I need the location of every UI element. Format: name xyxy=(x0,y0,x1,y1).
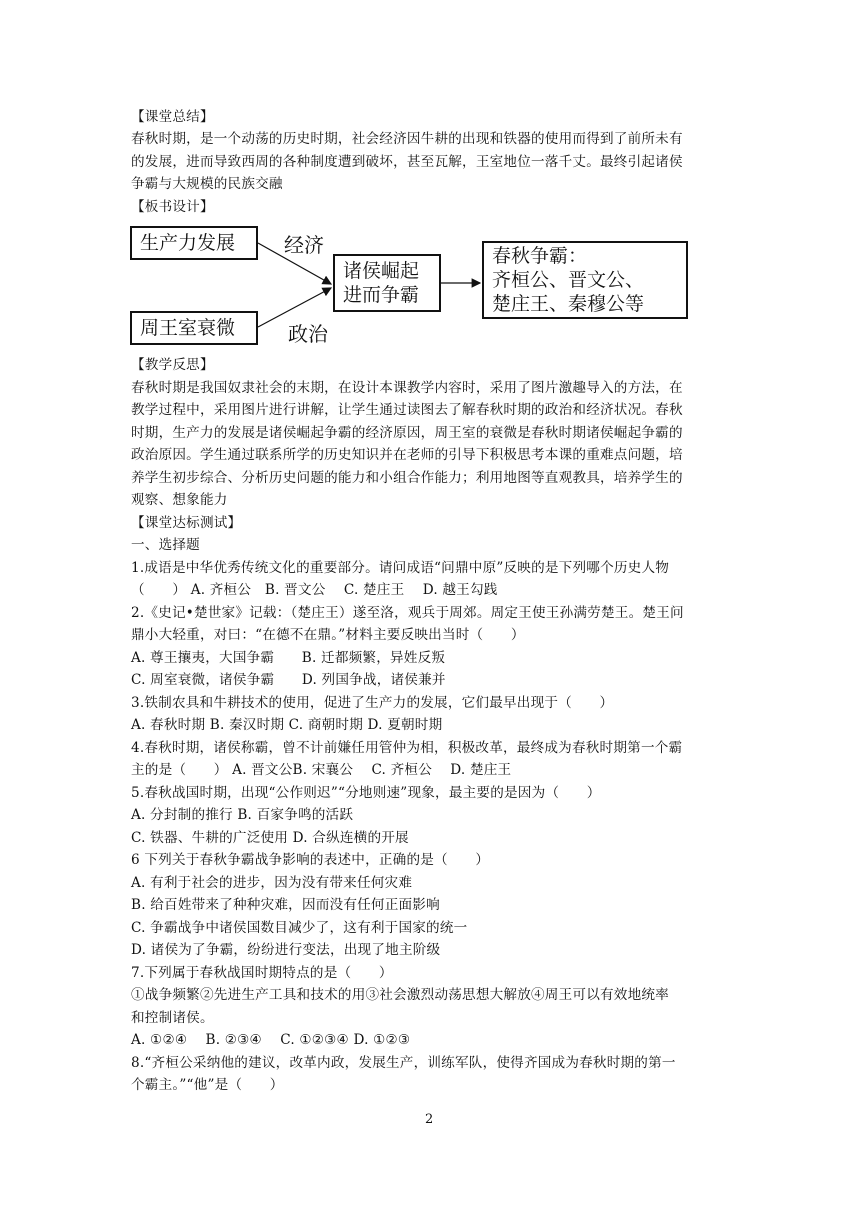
question-line: 鼎小大轻重，对曰：“在德不在鼎。”材料主要反映出当时（ ） xyxy=(131,627,525,643)
question-line: 主的是（ ） A. 晋文公B. 宋襄公 C. 齐桓公 D. 楚庄王 xyxy=(131,762,512,778)
test-heading: 【课堂达标测试】 xyxy=(131,515,242,531)
page-number: 2 xyxy=(425,1112,434,1127)
question-line: 6 下列关于春秋争霸战争影响的表述中，正确的是（ ） xyxy=(131,852,490,868)
question-line: 7.下列属于春秋战国时期特点的是（ ） xyxy=(131,965,393,981)
reflection-line: 政治原因。学生通过联系所学的历史知识并在老师的引导下积极思考本课的重难点问题，培 xyxy=(131,447,683,463)
question-line: 1.成语是中华优秀传统文化的重要部分。请问成语“问鼎中原”反映的是下列哪个历史人物 xyxy=(131,560,670,576)
economy-label: 经济 xyxy=(284,233,324,257)
question-line: 4.春秋时期，诸侯称霸，曾不计前嫌任用管仲为相，积极改革，最终成为春秋时期第一个霸 xyxy=(131,740,683,756)
reflection-line: 时期，生产力的发展是诸侯崛起争霸的经济原因，周王室的衰微是春秋时期诸侯崛起争霸的 xyxy=(131,425,683,441)
reflection-line: 教学过程中，采用图片进行讲解，让学生通过读图去了解春秋时期的政治和经济状况。春秋 xyxy=(131,402,683,418)
result-title: 春秋争霸： xyxy=(492,245,588,267)
question-line: A. 分封制的推行 B. 百家争鸣的活跃 xyxy=(131,807,354,823)
test-section-title: 一、选择题 xyxy=(131,537,200,553)
question-line: C. 铁器、牛耕的广泛使用 D. 合纵连横的开展 xyxy=(131,830,409,846)
summary-line: 的发展，进而导致西周的各种制度遭到破坏，甚至瓦解，王室地位一落千丈。最终引起诸侯 xyxy=(131,154,683,170)
question-line: 8.“齐桓公采纳他的建议，改革内政，发展生产，训练军队，使得齐国成为春秋时期的第一 xyxy=(131,1055,676,1071)
question-line: （ ） A. 齐桓公 B. 晋文公 C. 楚庄王 D. 越王勾践 xyxy=(131,582,498,598)
diagram-arrows xyxy=(0,0,860,400)
politics-label: 政治 xyxy=(288,322,328,346)
question-line: C. 争霸战争中诸侯国数目减少了，这有利于国家的统一 xyxy=(131,920,468,936)
reflection-line: 春秋时期是我国奴隶社会的末期，在设计本课教学内容时，采用了图片激趣导入的方法，在 xyxy=(131,380,683,396)
question-line: B. 给百姓带来了种种灾难，因而没有任何正面影响 xyxy=(131,897,440,913)
contend-label: 进而争霸 xyxy=(343,284,420,306)
question-line: ①战争频繁②先进生产工具和技术的用③社会激烈动荡思想大解放④周王可以有效地统率 xyxy=(131,987,669,1003)
question-line: 2.《史记•楚世家》记载：（楚庄王）遂至洛，观兵于周郊。周定王使王孙满劳楚王。楚王问 xyxy=(131,605,684,621)
reflection-line: 养学生初步综合、分析历史问题的能力和小组合作能力；利用地图等直观教具，培养学生的 xyxy=(131,470,683,486)
question-line: A. ①②④ B. ②③④ C. ①②③④ D. ①②③ xyxy=(131,1032,411,1048)
arrow-economy xyxy=(258,243,331,284)
result-line: 齐桓公、晋文公、 xyxy=(492,269,645,291)
question-line: 3.铁制农具和牛耕技术的使用，促进了生产力的发展，它们最早出现于（ ） xyxy=(131,695,614,711)
arrow-politics xyxy=(258,288,331,327)
question-line: D. 诸侯为了争霸，纷纷进行变法，出现了地主阶级 xyxy=(131,942,441,958)
question-line: 5.春秋战国时期，出现“公作则迟”“分地则速”现象，最主要的是因为（ ） xyxy=(131,785,601,801)
question-line: A. 尊王攘夷，大国争霸 B. 迁都频繁，异姓反叛 xyxy=(131,650,446,666)
zhou-decline-label: 周王室衰微 xyxy=(140,317,236,339)
question-line: 个霸主。”“他”是（ ） xyxy=(131,1077,284,1093)
summary-line: 争霸与大规模的民族交融 xyxy=(131,176,283,192)
question-line: 和控制诸侯。 xyxy=(131,1010,214,1026)
result-line: 楚庄王、秦穆公等 xyxy=(492,293,645,315)
rise-label: 诸侯崛起 xyxy=(343,260,420,282)
reflection-heading: 【教学反思】 xyxy=(131,357,214,373)
board-heading: 【板书设计】 xyxy=(131,199,214,215)
summary-line: 春秋时期，是一个动荡的历史时期，社会经济因牛耕的出现和铁器的使用而得到了前所未有 xyxy=(131,131,683,147)
question-line: A. 有利于社会的进步，因为没有带来任何灾难 xyxy=(131,875,413,891)
summary-heading: 【课堂总结】 xyxy=(131,109,214,125)
reflection-line: 观察、想象能力 xyxy=(131,492,228,508)
question-line: C. 周室衰微，诸侯争霸 D. 列国争战，诸侯兼并 xyxy=(131,672,446,688)
question-line: A. 春秋时期 B. 秦汉时期 C. 商朝时期 D. 夏朝时期 xyxy=(131,717,443,733)
productivity-label: 生产力发展 xyxy=(140,232,236,254)
